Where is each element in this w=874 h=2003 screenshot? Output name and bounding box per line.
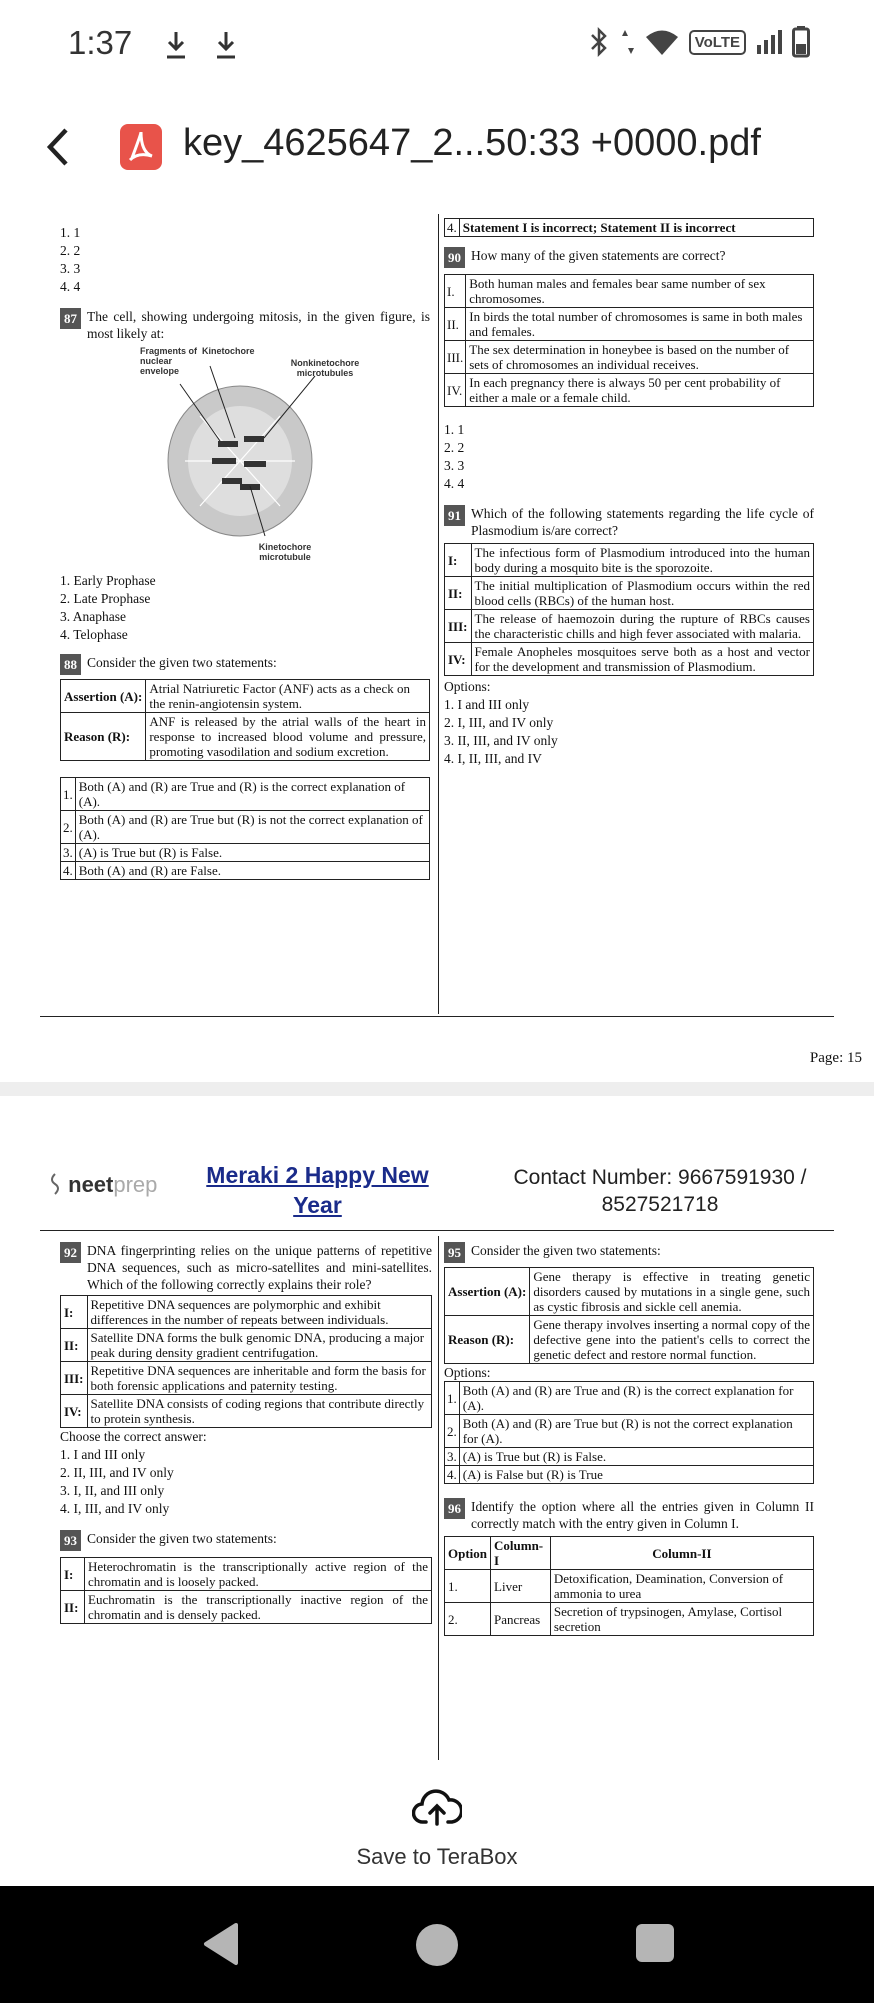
download-icon: [214, 30, 238, 60]
option-number: 4.: [445, 1466, 460, 1484]
table-cell: Pancreas: [491, 1603, 551, 1636]
page-gap: [0, 1082, 874, 1096]
option-text: Both (A) and (R) are True and (R) is the correct explanation of (A).: [75, 778, 429, 811]
pdf-page-15[interactable]: [0, 202, 874, 1082]
assertion-text: Gene therapy is effective in treating genetic disorders caused by mutations in a single gene, such as cystic fibrosis and sickle cell anemia.: [530, 1268, 814, 1316]
figure-label: Kinetochore microtubule: [258, 542, 312, 562]
brand-logo: [48, 1172, 157, 1198]
option[interactable]: 2. I, III, and IV only: [444, 715, 554, 730]
options-95: [444, 1381, 814, 1484]
question-text: Consider the given two statements:: [471, 1243, 661, 1258]
page1-left-column: [60, 224, 430, 880]
nav-recents-icon[interactable]: [636, 1924, 674, 1962]
option[interactable]: 3. 3: [444, 458, 465, 473]
option[interactable]: 4. 4: [60, 279, 81, 294]
statement-text: Both human males and females bear same number of sex chromosomes.: [466, 275, 814, 308]
wifi-icon: [645, 28, 679, 56]
statement-number: I:: [61, 1296, 88, 1329]
question-91: [444, 505, 814, 539]
save-label: Save to TeraBox: [356, 1844, 518, 1869]
nav-back-icon[interactable]: [200, 1921, 240, 1967]
statement-text: The sex determination in honeybee is based on the number of sets of chromosomes an individual receives.: [466, 341, 814, 374]
option[interactable]: 4. Telophase: [60, 627, 128, 642]
option[interactable]: 4. 4: [444, 476, 465, 491]
volte-badge: VoLTE: [689, 30, 746, 55]
mitosis-figure: [140, 346, 370, 566]
statement-number: IV:: [61, 1395, 88, 1428]
data-arrows-icon: [621, 28, 635, 56]
question-number: 87: [60, 308, 81, 329]
statement-text: Satellite DNA forms the bulk genomic DNA, producing a major peak during density gradient centrifugation.: [87, 1329, 431, 1362]
question-number: 91: [444, 505, 465, 526]
option-number: 3.: [61, 844, 76, 862]
option-number: 3.: [445, 1448, 460, 1466]
statement-text: Repetitive DNA sequences are polymorphic and exhibit differences in the number of repeats between individuals.: [87, 1296, 431, 1329]
brand-name: neet: [68, 1172, 114, 1197]
option[interactable]: 2. Late Prophase: [60, 591, 151, 606]
option[interactable]: 3. Anaphase: [60, 609, 126, 624]
question-90: [444, 247, 814, 268]
option-number: 1.: [445, 1382, 460, 1415]
download-icon: [164, 30, 188, 60]
brand-suffix: prep: [113, 1172, 158, 1197]
pdf-page-16[interactable]: [0, 1096, 874, 1760]
option-text: (A) is True but (R) is False.: [459, 1448, 813, 1466]
option-text: Both (A) and (R) are False.: [75, 862, 429, 880]
question-number: 92: [60, 1242, 81, 1263]
banner-title[interactable]: [180, 1160, 455, 1220]
document-title: key_4625647_2...50:33 +0000.pdf: [183, 122, 761, 164]
option-row[interactable]: [445, 1466, 814, 1484]
statement-text: The infectious form of Plasmodium introduced into the human body during a mosquito bite is the sporozoite.: [471, 544, 813, 577]
option[interactable]: 1. Early Prophase: [60, 573, 156, 588]
option-row[interactable]: [445, 1415, 814, 1448]
option-row[interactable]: [445, 1448, 814, 1466]
assertion-reason-table: [444, 1267, 814, 1364]
option[interactable]: 4. I, III, and IV only: [60, 1501, 170, 1516]
contact-line: 8527521718: [601, 1193, 719, 1216]
assertion-label: Assertion (A):: [61, 680, 146, 713]
question-text: Which of the following statements regarding the life cycle of Plasmodium is/are correct?: [471, 506, 814, 538]
signal-icon: [756, 29, 782, 55]
pdf-icon: [120, 124, 162, 170]
option-number: 4.: [61, 862, 76, 880]
option-number: 1.: [61, 778, 76, 811]
statement-number: II:: [61, 1329, 88, 1362]
options-92: [60, 1428, 432, 1518]
options-label: Options:: [444, 1365, 491, 1380]
table-row[interactable]: [445, 1603, 814, 1636]
options-label: Options:: [444, 679, 491, 694]
table-cell: Liver: [491, 1570, 551, 1603]
option-number: 4.: [445, 219, 460, 237]
question-88: [60, 654, 430, 675]
cloud-upload-icon: [412, 1784, 462, 1828]
prev-option-right: [444, 218, 814, 237]
statements-93: [60, 1557, 432, 1624]
statement-number: II:: [445, 577, 472, 610]
option-row[interactable]: [61, 862, 430, 880]
assertion-reason-table: [60, 679, 430, 761]
statements-91: [444, 543, 814, 676]
question-95: [444, 1242, 814, 1263]
question-text: Consider the given two statements:: [87, 655, 277, 670]
figure-label: Fragments of nuclear envelope: [140, 346, 198, 376]
status-icons: [587, 26, 810, 58]
contact-line: Contact Number: 9667591930 /: [513, 1166, 807, 1189]
page-header: [0, 1096, 874, 1230]
question-text: Identify the option where all the entries given in Column II correctly match with the entry given in Column I.: [471, 1499, 814, 1531]
option[interactable]: 1. 1: [60, 225, 81, 240]
page2-left-column: [60, 1242, 432, 1624]
question-87: [60, 308, 430, 342]
column-header: Column-II: [550, 1537, 813, 1570]
question-text: Consider the given two statements:: [87, 1531, 277, 1546]
reason-text: ANF is released by the atrial walls of the heart in response to increased blood volume and pressure, promoting vasodilation and sodium excretion.: [146, 713, 430, 761]
reason-label: Reason (R):: [445, 1316, 530, 1364]
statement-text: Heterochromatin is the transcriptionally active region of the chromatin and is loosely packed.: [85, 1558, 432, 1591]
option-text: (A) is True but (R) is False.: [75, 844, 429, 862]
option-row[interactable]: [61, 778, 430, 811]
assertion-label: Assertion (A):: [445, 1268, 530, 1316]
statement-number: IV.: [445, 374, 466, 407]
option[interactable]: 4. I, II, III, and IV: [444, 751, 542, 766]
option-number: 2.: [445, 1415, 460, 1448]
page-number: Page: 15: [809, 1050, 862, 1066]
battery-icon: [792, 26, 810, 58]
column-divider: [438, 214, 439, 1014]
option-text: Both (A) and (R) are True but (R) is not the correct explanation of (A).: [75, 811, 429, 844]
option-text: Both (A) and (R) are True and (R) is the correct explanation for (A).: [459, 1382, 813, 1415]
choose-label: Choose the correct answer:: [60, 1429, 207, 1444]
option-row[interactable]: [445, 1382, 814, 1415]
prev-options-left: [60, 224, 430, 296]
statement-number: I.: [445, 275, 466, 308]
question-number: 96: [444, 1498, 465, 1519]
option[interactable]: 1. I and III only: [444, 697, 530, 712]
question-96: [444, 1498, 814, 1532]
nav-home-icon[interactable]: [416, 1924, 458, 1966]
question-text: How many of the given statements are correct?: [471, 248, 726, 263]
banner-line: Year: [293, 1192, 342, 1218]
options-91: [444, 678, 814, 768]
page2-right-column: [444, 1242, 814, 1636]
figure-label: Kinetochore: [202, 346, 255, 356]
statements-92: [60, 1295, 432, 1428]
back-arrow-icon[interactable]: [40, 122, 80, 172]
page1-right-column: [444, 218, 814, 768]
option[interactable]: 2. 2: [60, 243, 81, 258]
statement-text: In each pregnancy there is always 50 per cent probability of either a male or a female child.: [466, 374, 814, 407]
option[interactable]: 2. II, III, and IV only: [60, 1465, 174, 1480]
assertion-text: Atrial Natriuretic Factor (ANF) acts as a check on the renin-angiotensin system.: [146, 680, 430, 713]
option[interactable]: 3. 3: [60, 261, 81, 276]
question-number: 95: [444, 1242, 465, 1263]
question-92: [60, 1242, 432, 1293]
banner-line: Meraki 2 Happy New: [206, 1162, 429, 1188]
statement-text: The release of haemozoin during the rupture of RBCs causes the characteristic chills and high fever associated with malaria.: [471, 610, 813, 643]
save-to-terabox-button[interactable]: [0, 1760, 874, 1886]
statement-number: I:: [61, 1558, 85, 1591]
status-time: 1:37: [68, 24, 133, 61]
table-row[interactable]: [445, 1570, 814, 1603]
statement-number: II.: [445, 308, 466, 341]
table-cell: 1.: [445, 1570, 491, 1603]
statement-text: Female Anopheles mosquitoes serve both as a host and vector for the development and transmission of Plasmodium.: [471, 643, 813, 676]
table-cell: Secretion of trypsinogen, Amylase, Cortisol secretion: [550, 1603, 813, 1636]
statement-text: Repetitive DNA sequences are inheritable and form the basis for both forensic applications and paternity testing.: [87, 1362, 431, 1395]
statement-text: In birds the total number of chromosomes is same in both males and females.: [466, 308, 814, 341]
column-divider: [438, 1236, 439, 1760]
option-row[interactable]: [61, 811, 430, 844]
app-bar: [0, 92, 874, 202]
statement-text: The initial multiplication of Plasmodium occurs within the red blood cells (RBCs) of the human host.: [471, 577, 813, 610]
statements-90: [444, 274, 814, 407]
statement-number: III:: [445, 610, 472, 643]
question-number: 90: [444, 247, 465, 268]
status-bar: [0, 0, 874, 92]
options-87: [60, 572, 430, 644]
statement-text: Satellite DNA consists of coding regions that contribute directly to protein synthesis.: [87, 1395, 431, 1428]
system-nav-bar: [0, 1886, 874, 2003]
option[interactable]: 1. I and III only: [60, 1447, 146, 1462]
statement-number: III.: [445, 341, 466, 374]
option-text: (A) is False but (R) is True: [459, 1466, 813, 1484]
option[interactable]: 3. II, III, and IV only: [444, 733, 558, 748]
options-90: [444, 421, 814, 493]
option[interactable]: 2. 2: [444, 440, 465, 455]
statement-number: II:: [61, 1591, 85, 1624]
option[interactable]: 1. 1: [444, 422, 465, 437]
brand-icon: [48, 1172, 62, 1196]
match-table-96: [444, 1536, 814, 1636]
question-number: 93: [60, 1530, 81, 1551]
statement-number: I:: [445, 544, 472, 577]
reason-label: Reason (R):: [61, 713, 146, 761]
question-93: [60, 1530, 432, 1551]
option-text: Statement I is incorrect; Statement II is incorrect: [459, 219, 813, 237]
option-row[interactable]: [61, 844, 430, 862]
reason-text: Gene therapy involves inserting a normal copy of the defective gene into the patient's cells to correct the genetic defect and restore normal function.: [530, 1316, 814, 1364]
question-text: The cell, showing undergoing mitosis, in the given figure, is most likely at:: [87, 309, 430, 341]
question-text: DNA fingerprinting relies on the unique patterns of repetitive DNA sequences, such as micro-satellites and mini-satellites. Which of the following correctly explains their role?: [87, 1243, 432, 1292]
header-divider: [40, 1230, 834, 1231]
statement-number: IV:: [445, 643, 472, 676]
option-text: Both (A) and (R) are True but (R) is not the correct explanation for (A).: [459, 1415, 813, 1448]
figure-label: Nonkinetochore microtubules: [290, 358, 360, 378]
question-number: 88: [60, 654, 81, 675]
options-88: [60, 777, 430, 880]
column-header: Column-I: [491, 1537, 551, 1570]
column-header: Option: [445, 1537, 491, 1570]
option-number: 2.: [61, 811, 76, 844]
statement-text: Euchromatin is the transcriptionally inactive region of the chromatin and is densely packed.: [85, 1591, 432, 1624]
table-cell: 2.: [445, 1603, 491, 1636]
bluetooth-icon: [587, 26, 611, 58]
option[interactable]: 3. I, II, and III only: [60, 1483, 165, 1498]
contact-info: [480, 1164, 840, 1218]
page-divider: [40, 1016, 834, 1017]
statement-number: III:: [61, 1362, 88, 1395]
table-cell: Detoxification, Deamination, Conversion of ammonia to urea: [550, 1570, 813, 1603]
